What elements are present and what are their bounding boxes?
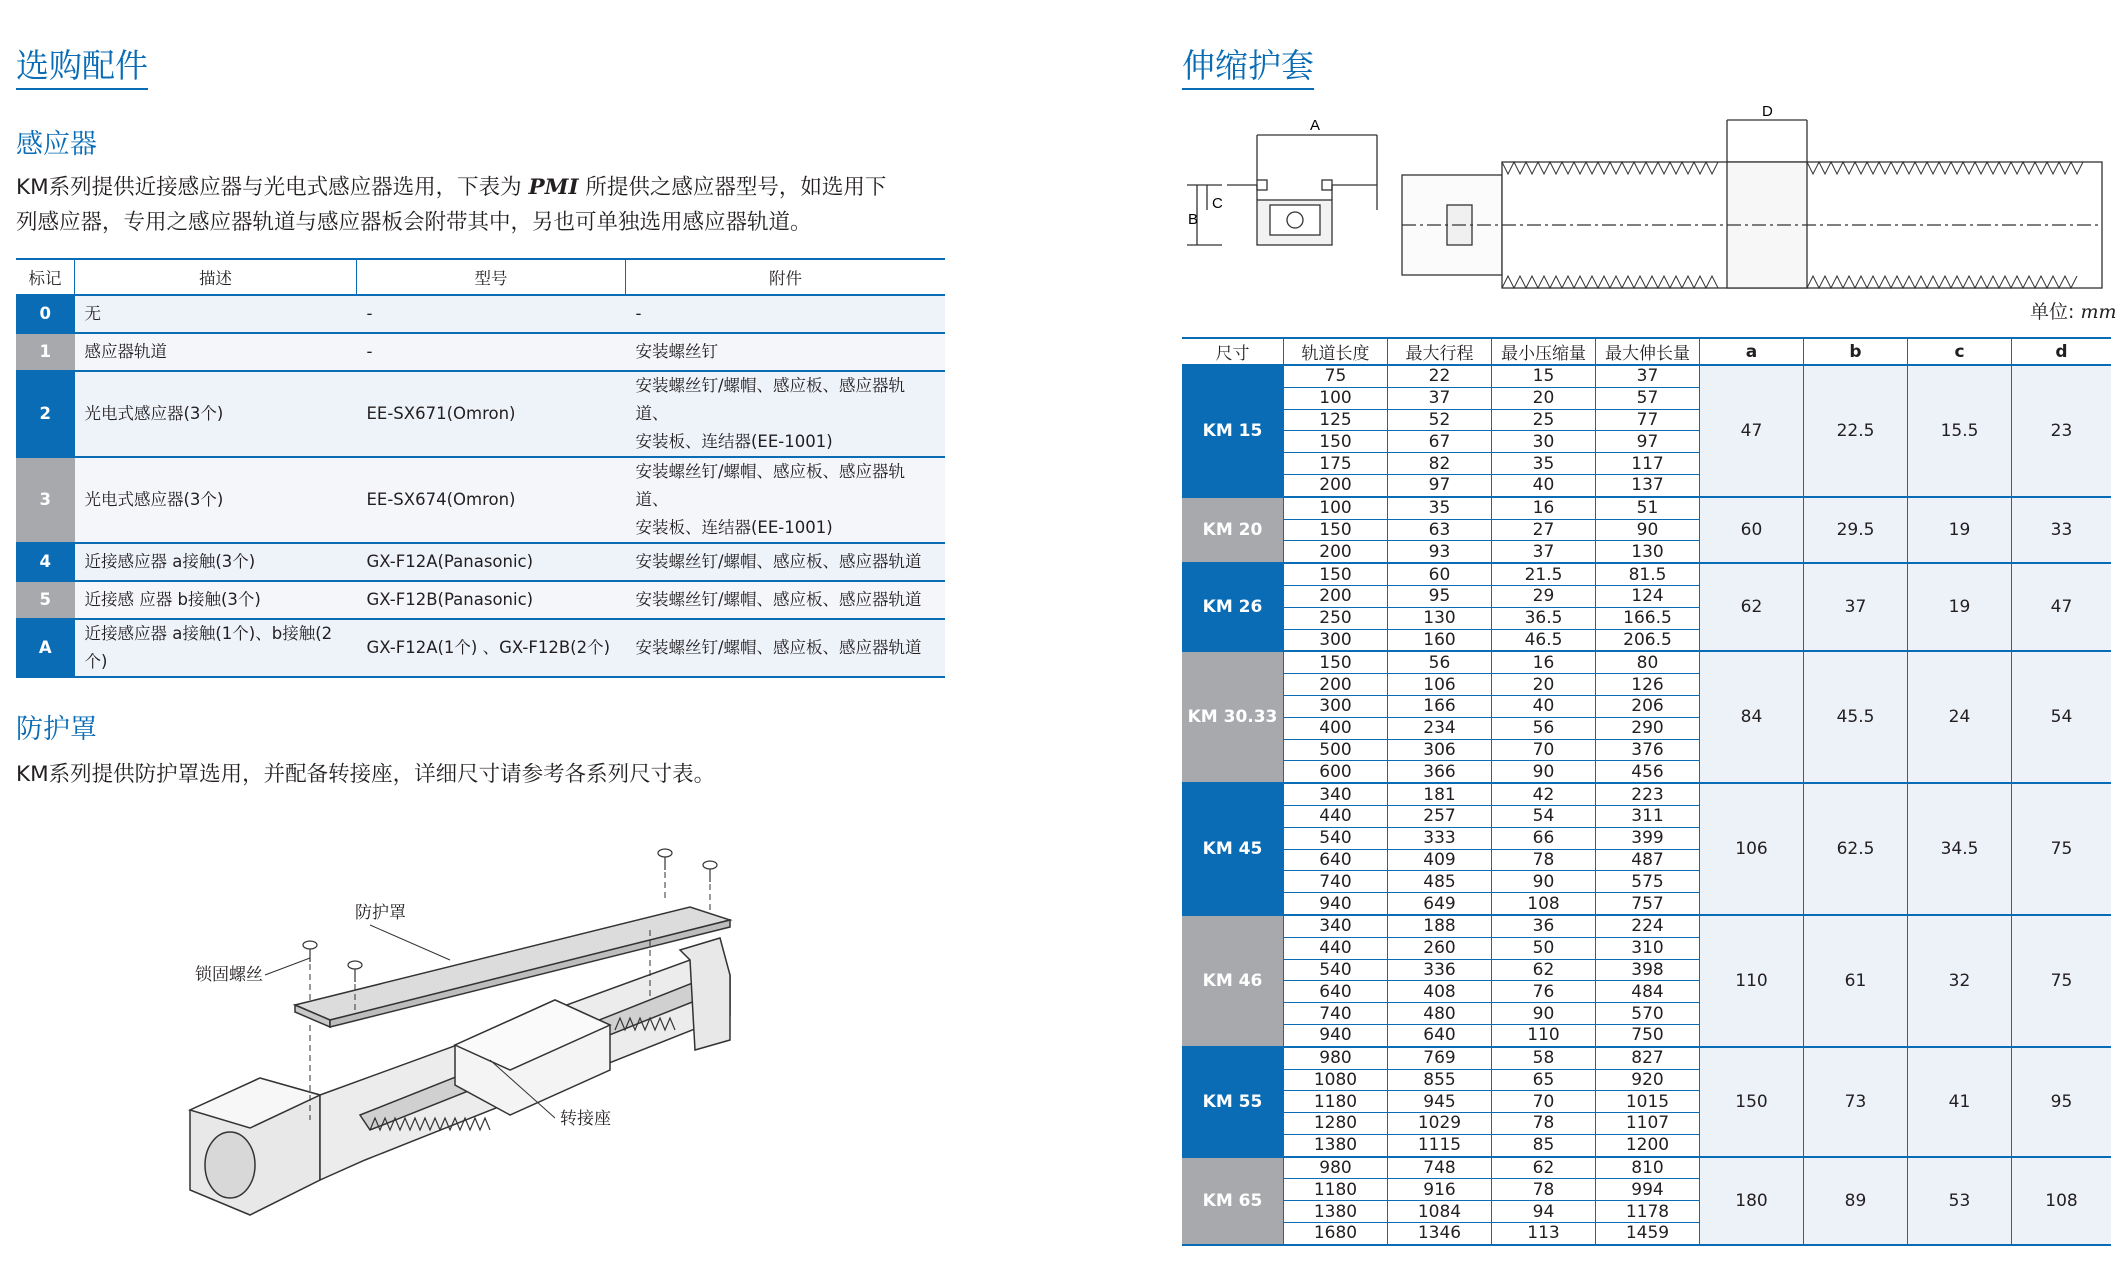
sensor-accessory-line2: 安装板、连结器(EE-1001) bbox=[635, 518, 833, 537]
max-extension-cell: 1459 bbox=[1596, 1223, 1700, 1245]
max-extension-cell: 810 bbox=[1596, 1157, 1700, 1179]
rail-length-cell: 200 bbox=[1284, 674, 1388, 696]
dim-d-cell: 23 bbox=[2012, 365, 2112, 497]
rail-length-cell: 940 bbox=[1284, 1024, 1388, 1046]
dims-row bbox=[1182, 783, 2111, 805]
max-stroke-cell: 333 bbox=[1388, 827, 1492, 849]
unit-label: 单位: bbox=[2030, 301, 2075, 323]
min-compression-cell: 50 bbox=[1492, 937, 1596, 959]
max-extension-cell: 398 bbox=[1596, 959, 1700, 981]
sensor-desc: 无 bbox=[75, 295, 357, 333]
dim-c-cell: 32 bbox=[1908, 915, 2012, 1047]
dim-b-cell: 62.5 bbox=[1804, 783, 1908, 915]
dim-c-cell: 34.5 bbox=[1908, 783, 2012, 915]
min-compression-cell: 110 bbox=[1492, 1024, 1596, 1046]
min-compression-cell: 42 bbox=[1492, 783, 1596, 805]
dim-b-cell: 37 bbox=[1804, 563, 1908, 651]
sensor-accessory-line1: 安装螺丝钉/螺帽、感应板、感应器轨道、 bbox=[635, 462, 906, 509]
max-extension-cell: 376 bbox=[1596, 739, 1700, 761]
max-stroke-cell: 1029 bbox=[1388, 1113, 1492, 1135]
min-compression-cell: 20 bbox=[1492, 674, 1596, 696]
dim-b-cell: 29.5 bbox=[1804, 497, 1908, 563]
brand-pmi: PMI bbox=[528, 175, 579, 200]
rail-length-cell: 1280 bbox=[1284, 1113, 1388, 1135]
min-compression-cell: 54 bbox=[1492, 805, 1596, 827]
min-compression-cell: 76 bbox=[1492, 981, 1596, 1003]
size-cell: KM 15 bbox=[1182, 365, 1284, 497]
min-compression-cell: 90 bbox=[1492, 1003, 1596, 1025]
max-stroke-cell: 160 bbox=[1388, 629, 1492, 651]
max-stroke-cell: 408 bbox=[1388, 981, 1492, 1003]
max-extension-cell: 310 bbox=[1596, 937, 1700, 959]
sensor-row bbox=[16, 581, 945, 619]
dim-c-cell: 19 bbox=[1908, 497, 2012, 563]
max-stroke-cell: 130 bbox=[1388, 607, 1492, 629]
min-compression-cell: 36.5 bbox=[1492, 607, 1596, 629]
min-compression-cell: 70 bbox=[1492, 1091, 1596, 1113]
dim-d-cell: 54 bbox=[2012, 651, 2112, 783]
header-max-stroke: 最大行程 bbox=[1388, 338, 1492, 365]
dims-row bbox=[1182, 365, 2111, 387]
rail-length-cell: 1080 bbox=[1284, 1069, 1388, 1091]
sensor-mark: 4 bbox=[16, 543, 75, 581]
header-desc: 描述 bbox=[75, 259, 357, 295]
rail-length-cell: 300 bbox=[1284, 695, 1388, 717]
max-extension-cell: 456 bbox=[1596, 761, 1700, 783]
min-compression-cell: 78 bbox=[1492, 1113, 1596, 1135]
dim-d-cell: 108 bbox=[2012, 1157, 2112, 1245]
sensor-model: EE-SX671(Omron) bbox=[357, 371, 626, 457]
dim-b-cell: 61 bbox=[1804, 915, 1908, 1047]
sensor-mark: 2 bbox=[16, 371, 75, 457]
rail-length-cell: 980 bbox=[1284, 1157, 1388, 1179]
label-cover: 防护罩 bbox=[355, 903, 406, 922]
max-extension-cell: 484 bbox=[1596, 981, 1700, 1003]
rail-length-cell: 1180 bbox=[1284, 1179, 1388, 1201]
min-compression-cell: 40 bbox=[1492, 695, 1596, 717]
dim-d-cell: 47 bbox=[2012, 563, 2112, 651]
max-stroke-cell: 1115 bbox=[1388, 1134, 1492, 1156]
min-compression-cell: 16 bbox=[1492, 497, 1596, 519]
min-compression-cell: 36 bbox=[1492, 915, 1596, 937]
max-extension-cell: 750 bbox=[1596, 1024, 1700, 1046]
rail-length-cell: 150 bbox=[1284, 519, 1388, 541]
rail-length-cell: 600 bbox=[1284, 761, 1388, 783]
min-compression-cell: 21.5 bbox=[1492, 563, 1596, 585]
max-stroke-cell: 60 bbox=[1388, 563, 1492, 585]
sensor-desc: 光电式感应器(3个) bbox=[75, 457, 357, 543]
max-extension-cell: 117 bbox=[1596, 453, 1700, 475]
rail-length-cell: 200 bbox=[1284, 585, 1388, 607]
header-accessory: 附件 bbox=[626, 259, 946, 295]
sensor-row bbox=[16, 295, 945, 333]
sensor-row bbox=[16, 543, 945, 581]
max-stroke-cell: 52 bbox=[1388, 409, 1492, 431]
max-extension-cell: 399 bbox=[1596, 827, 1700, 849]
max-stroke-cell: 22 bbox=[1388, 365, 1492, 387]
max-extension-cell: 97 bbox=[1596, 431, 1700, 453]
size-cell: KM 26 bbox=[1182, 563, 1284, 651]
dim-b-cell: 22.5 bbox=[1804, 365, 1908, 497]
dims-row bbox=[1182, 1157, 2111, 1179]
sensor-desc: 近接感应器 a接触(1个)、b接触(2个) bbox=[75, 619, 357, 677]
sensor-row bbox=[16, 333, 945, 371]
min-compression-cell: 30 bbox=[1492, 431, 1596, 453]
size-cell: KM 45 bbox=[1182, 783, 1284, 915]
max-stroke-cell: 35 bbox=[1388, 497, 1492, 519]
max-extension-cell: 757 bbox=[1596, 893, 1700, 915]
dim-label-d: D bbox=[1762, 103, 1773, 120]
unit-note bbox=[2030, 297, 2117, 324]
dim-b-cell: 45.5 bbox=[1804, 651, 1908, 783]
dim-c-cell: 15.5 bbox=[1908, 365, 2012, 497]
dim-c-cell: 24 bbox=[1908, 651, 2012, 783]
max-extension-cell: 1178 bbox=[1596, 1201, 1700, 1223]
sensor-accessory bbox=[626, 457, 946, 543]
max-stroke-cell: 945 bbox=[1388, 1091, 1492, 1113]
min-compression-cell: 37 bbox=[1492, 541, 1596, 563]
sensor-table-header bbox=[16, 259, 945, 295]
min-compression-cell: 56 bbox=[1492, 717, 1596, 739]
dim-a-cell: 47 bbox=[1700, 365, 1804, 497]
max-stroke-cell: 234 bbox=[1388, 717, 1492, 739]
sensor-accessory bbox=[626, 333, 946, 371]
max-extension-cell: 920 bbox=[1596, 1069, 1700, 1091]
sensor-accessory bbox=[626, 371, 946, 457]
sensor-desc-line2: 列感应器，专用之感应器轨道与感应器板会附带其中，另也可单独选用感应器轨道。 bbox=[16, 210, 812, 235]
rail-length-cell: 1380 bbox=[1284, 1134, 1388, 1156]
min-compression-cell: 58 bbox=[1492, 1047, 1596, 1069]
max-extension-cell: 290 bbox=[1596, 717, 1700, 739]
dim-a-cell: 150 bbox=[1700, 1047, 1804, 1157]
dims-row bbox=[1182, 651, 2111, 673]
max-extension-cell: 1015 bbox=[1596, 1091, 1700, 1113]
dims-row bbox=[1182, 497, 2111, 519]
rail-length-cell: 440 bbox=[1284, 937, 1388, 959]
max-extension-cell: 126 bbox=[1596, 674, 1700, 696]
sensor-mark: 0 bbox=[16, 295, 75, 333]
max-extension-cell: 80 bbox=[1596, 651, 1700, 673]
size-cell: KM 55 bbox=[1182, 1047, 1284, 1157]
header-c: c bbox=[1908, 338, 2012, 365]
sensor-accessory-line1: 安装螺丝钉/螺帽、感应板、感应器轨道 bbox=[635, 638, 922, 657]
max-stroke-cell: 916 bbox=[1388, 1179, 1492, 1201]
rail-length-cell: 1380 bbox=[1284, 1201, 1388, 1223]
max-stroke-cell: 166 bbox=[1388, 695, 1492, 717]
max-stroke-cell: 82 bbox=[1388, 453, 1492, 475]
header-b: b bbox=[1804, 338, 1908, 365]
dim-a-cell: 60 bbox=[1700, 497, 1804, 563]
max-extension-cell: 57 bbox=[1596, 387, 1700, 409]
dim-d-cell: 33 bbox=[2012, 497, 2112, 563]
max-stroke-cell: 106 bbox=[1388, 674, 1492, 696]
label-screw: 锁固螺丝 bbox=[195, 965, 263, 984]
bellows-drawing bbox=[1182, 100, 2112, 290]
cover-heading: 防护罩 bbox=[16, 714, 97, 745]
screw-icon bbox=[303, 941, 317, 949]
max-extension-cell: 81.5 bbox=[1596, 563, 1700, 585]
rail-length-cell: 340 bbox=[1284, 783, 1388, 805]
min-compression-cell: 66 bbox=[1492, 827, 1596, 849]
max-stroke-cell: 37 bbox=[1388, 387, 1492, 409]
dim-d-cell: 75 bbox=[2012, 915, 2112, 1047]
dim-b-cell: 73 bbox=[1804, 1047, 1908, 1157]
header-model: 型号 bbox=[357, 259, 626, 295]
dim-d-cell: 75 bbox=[2012, 783, 2112, 915]
size-cell: KM 20 bbox=[1182, 497, 1284, 563]
sensor-accessory bbox=[626, 581, 946, 619]
max-stroke-cell: 97 bbox=[1388, 474, 1492, 496]
min-compression-cell: 15 bbox=[1492, 365, 1596, 387]
min-compression-cell: 113 bbox=[1492, 1223, 1596, 1245]
max-stroke-cell: 748 bbox=[1388, 1157, 1492, 1179]
screw-icon bbox=[703, 861, 717, 869]
cover-description: KM系列提供防护罩选用，并配备转接座，详细尺寸请参考各系列尺寸表。 bbox=[16, 762, 716, 787]
max-extension-cell: 311 bbox=[1596, 805, 1700, 827]
max-stroke-cell: 93 bbox=[1388, 541, 1492, 563]
sensor-table bbox=[16, 258, 945, 678]
max-extension-cell: 223 bbox=[1596, 783, 1700, 805]
max-extension-cell: 224 bbox=[1596, 915, 1700, 937]
max-stroke-cell: 67 bbox=[1388, 431, 1492, 453]
sensor-model: GX-F12B(Panasonic) bbox=[357, 581, 626, 619]
rail-length-cell: 980 bbox=[1284, 1047, 1388, 1069]
max-extension-cell: 130 bbox=[1596, 541, 1700, 563]
max-stroke-cell: 336 bbox=[1388, 959, 1492, 981]
rail-length-cell: 540 bbox=[1284, 827, 1388, 849]
header-rail-length: 轨道长度 bbox=[1284, 338, 1388, 365]
dim-label-b: B bbox=[1188, 211, 1199, 228]
rail-length-cell: 440 bbox=[1284, 805, 1388, 827]
dim-a-cell: 180 bbox=[1700, 1157, 1804, 1245]
sensor-accessory-line1: 安装螺丝钉/螺帽、感应板、感应器轨道 bbox=[635, 590, 922, 609]
sensor-accessory bbox=[626, 619, 946, 677]
max-extension-cell: 827 bbox=[1596, 1047, 1700, 1069]
dims-row bbox=[1182, 1047, 2111, 1069]
label-adapter: 转接座 bbox=[560, 1109, 611, 1128]
sensor-model: - bbox=[357, 333, 626, 371]
rail-length-cell: 640 bbox=[1284, 981, 1388, 1003]
sensor-mark: 3 bbox=[16, 457, 75, 543]
sensor-model: GX-F12A(Panasonic) bbox=[357, 543, 626, 581]
rail-length-cell: 200 bbox=[1284, 474, 1388, 496]
rail-length-cell: 100 bbox=[1284, 387, 1388, 409]
max-extension-cell: 137 bbox=[1596, 474, 1700, 496]
max-stroke-cell: 95 bbox=[1388, 585, 1492, 607]
rail-length-cell: 75 bbox=[1284, 365, 1388, 387]
max-stroke-cell: 485 bbox=[1388, 871, 1492, 893]
sensor-model: GX-F12A(1个) 、GX-F12B(2个) bbox=[357, 619, 626, 677]
min-compression-cell: 90 bbox=[1492, 761, 1596, 783]
min-compression-cell: 35 bbox=[1492, 453, 1596, 475]
rail-length-cell: 740 bbox=[1284, 871, 1388, 893]
dim-label-c: C bbox=[1212, 195, 1223, 212]
screw-icon bbox=[658, 849, 672, 857]
dim-a-cell: 62 bbox=[1700, 563, 1804, 651]
dim-c-cell: 19 bbox=[1908, 563, 2012, 651]
rail-length-cell: 300 bbox=[1284, 629, 1388, 651]
min-compression-cell: 25 bbox=[1492, 409, 1596, 431]
size-cell: KM 30.33 bbox=[1182, 651, 1284, 783]
min-compression-cell: 62 bbox=[1492, 959, 1596, 981]
min-compression-cell: 78 bbox=[1492, 1179, 1596, 1201]
max-extension-cell: 994 bbox=[1596, 1179, 1700, 1201]
max-stroke-cell: 181 bbox=[1388, 783, 1492, 805]
max-stroke-cell: 1346 bbox=[1388, 1223, 1492, 1245]
sensor-accessory-line1: 安装螺丝钉/螺帽、感应板、感应器轨道 bbox=[635, 552, 922, 571]
sensor-row bbox=[16, 619, 945, 677]
sensor-mark: 1 bbox=[16, 333, 75, 371]
max-extension-cell: 90 bbox=[1596, 519, 1700, 541]
sensor-desc-post: 所提供之感应器型号，如选用下 bbox=[578, 175, 887, 200]
header-a: a bbox=[1700, 338, 1804, 365]
header-min-compression: 最小压缩量 bbox=[1492, 338, 1596, 365]
sensor-desc: 近接感应器 a接触(3个) bbox=[75, 543, 357, 581]
max-stroke-cell: 855 bbox=[1388, 1069, 1492, 1091]
max-stroke-cell: 306 bbox=[1388, 739, 1492, 761]
size-cell: KM 65 bbox=[1182, 1157, 1284, 1245]
max-extension-cell: 37 bbox=[1596, 365, 1700, 387]
max-extension-cell: 166.5 bbox=[1596, 607, 1700, 629]
sensor-accessory-line1: 安装螺丝钉 bbox=[635, 342, 718, 361]
dim-label-a: A bbox=[1310, 117, 1321, 134]
sensor-mark: A bbox=[16, 619, 75, 677]
dim-c-cell: 41 bbox=[1908, 1047, 2012, 1157]
min-compression-cell: 46.5 bbox=[1492, 629, 1596, 651]
max-stroke-cell: 366 bbox=[1388, 761, 1492, 783]
dims-row bbox=[1182, 563, 2111, 585]
max-extension-cell: 487 bbox=[1596, 849, 1700, 871]
min-compression-cell: 40 bbox=[1492, 474, 1596, 496]
rail-length-cell: 500 bbox=[1284, 739, 1388, 761]
cover-exploded-illustration bbox=[170, 830, 770, 1250]
page-title-right: 伸缩护套 bbox=[1182, 46, 1314, 90]
min-compression-cell: 70 bbox=[1492, 739, 1596, 761]
min-compression-cell: 27 bbox=[1492, 519, 1596, 541]
sensor-heading: 感应器 bbox=[16, 129, 97, 160]
header-mark: 标记 bbox=[16, 259, 75, 295]
min-compression-cell: 108 bbox=[1492, 893, 1596, 915]
min-compression-cell: 90 bbox=[1492, 871, 1596, 893]
max-extension-cell: 206 bbox=[1596, 695, 1700, 717]
max-stroke-cell: 63 bbox=[1388, 519, 1492, 541]
size-cell: KM 46 bbox=[1182, 915, 1284, 1047]
max-stroke-cell: 640 bbox=[1388, 1024, 1492, 1046]
rail-length-cell: 150 bbox=[1284, 431, 1388, 453]
page-title-left: 选购配件 bbox=[16, 46, 148, 90]
rail-length-cell: 640 bbox=[1284, 849, 1388, 871]
rail-length-cell: 125 bbox=[1284, 409, 1388, 431]
max-stroke-cell: 188 bbox=[1388, 915, 1492, 937]
sensor-accessory-line2: 安装板、连结器(EE-1001) bbox=[635, 432, 833, 451]
sensor-row bbox=[16, 457, 945, 543]
min-compression-cell: 65 bbox=[1492, 1069, 1596, 1091]
max-stroke-cell: 56 bbox=[1388, 651, 1492, 673]
sensor-desc-pre: KM系列提供近接感应器与光电式感应器选用，下表为 bbox=[16, 175, 529, 200]
max-stroke-cell: 409 bbox=[1388, 849, 1492, 871]
dim-c-cell: 53 bbox=[1908, 1157, 2012, 1245]
sensor-model: - bbox=[357, 295, 626, 333]
sensor-description bbox=[16, 170, 956, 240]
rail-length-cell: 250 bbox=[1284, 607, 1388, 629]
max-stroke-cell: 1084 bbox=[1388, 1201, 1492, 1223]
dim-b-cell: 89 bbox=[1804, 1157, 1908, 1245]
dims-table-header bbox=[1182, 338, 2111, 365]
max-extension-cell: 206.5 bbox=[1596, 629, 1700, 651]
rail-length-cell: 200 bbox=[1284, 541, 1388, 563]
max-extension-cell: 1107 bbox=[1596, 1113, 1700, 1135]
rail-length-cell: 150 bbox=[1284, 651, 1388, 673]
max-extension-cell: 51 bbox=[1596, 497, 1700, 519]
min-compression-cell: 62 bbox=[1492, 1157, 1596, 1179]
max-extension-cell: 570 bbox=[1596, 1003, 1700, 1025]
max-extension-cell: 124 bbox=[1596, 585, 1700, 607]
dims-row bbox=[1182, 915, 2111, 937]
rail-length-cell: 1180 bbox=[1284, 1091, 1388, 1113]
sensor-mark: 5 bbox=[16, 581, 75, 619]
min-compression-cell: 85 bbox=[1492, 1134, 1596, 1156]
max-stroke-cell: 769 bbox=[1388, 1047, 1492, 1069]
unit-value: mm bbox=[2080, 301, 2117, 323]
min-compression-cell: 20 bbox=[1492, 387, 1596, 409]
rail-length-cell: 400 bbox=[1284, 717, 1388, 739]
dim-d-cell: 95 bbox=[2012, 1047, 2112, 1157]
rail-length-cell: 540 bbox=[1284, 959, 1388, 981]
min-compression-cell: 16 bbox=[1492, 651, 1596, 673]
sensor-row bbox=[16, 371, 945, 457]
header-d: d bbox=[2012, 338, 2112, 365]
sensor-desc: 光电式感应器(3个) bbox=[75, 371, 357, 457]
sensor-desc: 感应器轨道 bbox=[75, 333, 357, 371]
screw-icon bbox=[348, 961, 362, 969]
sensor-accessory-line1: 安装螺丝钉/螺帽、感应板、感应器轨道、 bbox=[635, 376, 906, 423]
rail-length-cell: 150 bbox=[1284, 563, 1388, 585]
rail-length-cell: 100 bbox=[1284, 497, 1388, 519]
sensor-accessory bbox=[626, 543, 946, 581]
min-compression-cell: 94 bbox=[1492, 1201, 1596, 1223]
header-size: 尺寸 bbox=[1182, 338, 1284, 365]
sensor-desc: 近接感 应器 b接触(3个) bbox=[75, 581, 357, 619]
rail-length-cell: 340 bbox=[1284, 915, 1388, 937]
max-stroke-cell: 649 bbox=[1388, 893, 1492, 915]
max-extension-cell: 575 bbox=[1596, 871, 1700, 893]
dim-a-cell: 106 bbox=[1700, 783, 1804, 915]
max-stroke-cell: 257 bbox=[1388, 805, 1492, 827]
max-extension-cell: 77 bbox=[1596, 409, 1700, 431]
sensor-model: EE-SX674(Omron) bbox=[357, 457, 626, 543]
min-compression-cell: 78 bbox=[1492, 849, 1596, 871]
dim-a-cell: 110 bbox=[1700, 915, 1804, 1047]
rail-length-cell: 740 bbox=[1284, 1003, 1388, 1025]
dim-a-cell: 84 bbox=[1700, 651, 1804, 783]
max-extension-cell: 1200 bbox=[1596, 1134, 1700, 1156]
max-stroke-cell: 260 bbox=[1388, 937, 1492, 959]
rail-length-cell: 175 bbox=[1284, 453, 1388, 475]
rail-length-cell: 940 bbox=[1284, 893, 1388, 915]
sensor-accessory bbox=[626, 295, 946, 333]
sensor-accessory-line1: - bbox=[635, 304, 642, 323]
rail-length-cell: 1680 bbox=[1284, 1223, 1388, 1245]
max-stroke-cell: 480 bbox=[1388, 1003, 1492, 1025]
header-max-extension: 最大伸长量 bbox=[1596, 338, 1700, 365]
bellows-dimension-table bbox=[1182, 337, 2111, 1246]
min-compression-cell: 29 bbox=[1492, 585, 1596, 607]
